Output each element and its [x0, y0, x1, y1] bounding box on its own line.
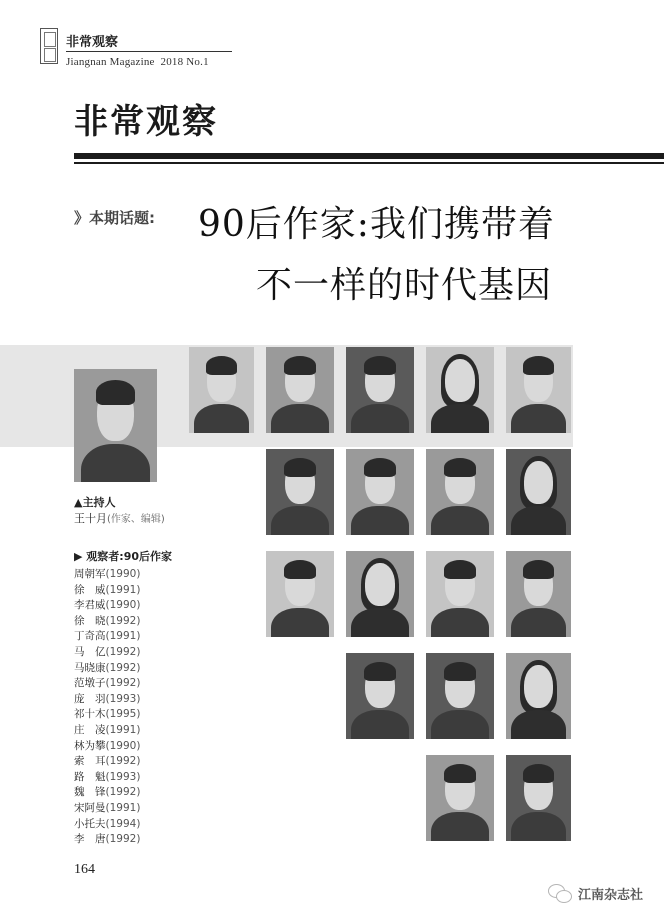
- observer-photo: [346, 449, 414, 535]
- observer-name: 马 亿: [74, 645, 106, 658]
- list-item: [74, 661, 140, 677]
- observer-photo: [426, 347, 494, 433]
- observer-name: 周朝军: [74, 568, 106, 580]
- observer-year: (1992): [105, 677, 141, 690]
- title-rule-thin: [74, 162, 664, 164]
- observer-name: 祁十木: [74, 708, 106, 721]
- observer-year: (1992): [105, 786, 141, 799]
- observer-photo: [506, 449, 571, 535]
- observer-photo: [426, 653, 494, 739]
- observer-year: (1993): [105, 770, 141, 783]
- issue-number: 2018 No.1: [160, 56, 209, 68]
- list-item: [74, 614, 140, 630]
- host-label: ▲主持人: [74, 496, 116, 509]
- observer-name: 路 魁: [74, 770, 106, 783]
- observer-year: (1992): [105, 614, 141, 627]
- list-item: [74, 723, 140, 739]
- observer-photo: [506, 653, 571, 739]
- observer-name: 小托夫: [74, 817, 106, 830]
- observer-year: (1991): [105, 583, 141, 596]
- observer-list: [74, 567, 140, 848]
- magazine-name: Jiangnan Magazine: [66, 56, 155, 68]
- observer-year: (1992): [105, 755, 141, 768]
- list-item: [74, 832, 140, 848]
- observer-year: (1992): [105, 645, 141, 658]
- observer-photo: [346, 347, 414, 433]
- observer-year: (1990): [105, 739, 141, 752]
- observer-name: 林为攀: [74, 739, 106, 752]
- observer-year: (1990): [105, 568, 141, 580]
- topic-title-line2: 不一样的时代基因: [256, 265, 553, 306]
- list-item: [74, 817, 140, 833]
- observer-year: (1991): [105, 801, 141, 814]
- page-number: 164: [74, 862, 95, 877]
- observer-year: (1993): [105, 692, 141, 705]
- topic-title-line1: 90后作家:我们携带着: [198, 204, 555, 245]
- list-item: [74, 754, 140, 770]
- header-rule: [66, 51, 232, 52]
- observer-photo: [426, 755, 494, 841]
- observer-name: 徐 晓: [74, 614, 106, 627]
- observer-photo: [266, 551, 334, 637]
- observer-name: 李 唐: [74, 833, 106, 846]
- observer-name: 魏 锋: [74, 786, 106, 799]
- observer-name: 庄 凌: [74, 723, 106, 736]
- observer-name: 徐 威: [74, 583, 106, 596]
- observer-year: (1991): [105, 723, 141, 736]
- list-item: [74, 739, 140, 755]
- list-item: [74, 707, 140, 723]
- watermark: [548, 882, 643, 904]
- observer-photo: [346, 653, 414, 739]
- list-item: [74, 598, 140, 614]
- list-item: [74, 583, 140, 599]
- title-rule-thick: [74, 153, 664, 159]
- observer-name: 范墩子: [74, 677, 106, 690]
- observer-name: 李君威: [74, 599, 106, 612]
- list-item: [74, 567, 140, 583]
- magazine-emblem-icon: [40, 28, 58, 64]
- observer-photo: [266, 449, 334, 535]
- observer-photo: [506, 551, 571, 637]
- list-item: [74, 676, 140, 692]
- observer-name: 索 耳: [74, 755, 106, 768]
- observer-year: (1995): [105, 708, 141, 721]
- observer-name: 庞 羽: [74, 692, 106, 705]
- observer-photo: [189, 347, 254, 433]
- observer-photo: [506, 755, 571, 841]
- section-title: 非常观察: [74, 102, 218, 142]
- header-section-label: 非常观察: [66, 35, 119, 50]
- observer-photo: [346, 551, 414, 637]
- list-item: [74, 645, 140, 661]
- list-item: [74, 629, 140, 645]
- host-photo: [74, 369, 157, 482]
- watermark-text: 江南杂志社: [578, 887, 644, 903]
- observer-name: 马晓康: [74, 661, 106, 674]
- observer-photo: [506, 347, 571, 433]
- observer-year: (1994): [105, 817, 141, 830]
- observer-photo: [266, 347, 334, 433]
- host-role: (作家、编辑): [107, 514, 165, 525]
- observer-year: (1992): [105, 833, 141, 846]
- wechat-icon: [548, 882, 574, 904]
- list-item: [74, 785, 140, 801]
- observer-year: (1992): [105, 661, 141, 674]
- observer-name: 丁奇高: [74, 630, 106, 643]
- host-name: 王十月: [74, 512, 107, 525]
- magazine-line: [66, 56, 209, 68]
- host-name-line: [74, 510, 165, 526]
- observer-name: 宋阿曼: [74, 801, 106, 814]
- topic-label: 》本期话题:: [74, 209, 155, 227]
- list-item: [74, 770, 140, 786]
- list-item: [74, 692, 140, 708]
- list-item: [74, 801, 140, 817]
- observers-heading: ▶ 观察者:90后作家: [74, 550, 172, 563]
- observer-year: (1991): [105, 630, 141, 643]
- observer-year: (1990): [105, 599, 141, 612]
- observer-photo: [426, 551, 494, 637]
- observer-photo: [426, 449, 494, 535]
